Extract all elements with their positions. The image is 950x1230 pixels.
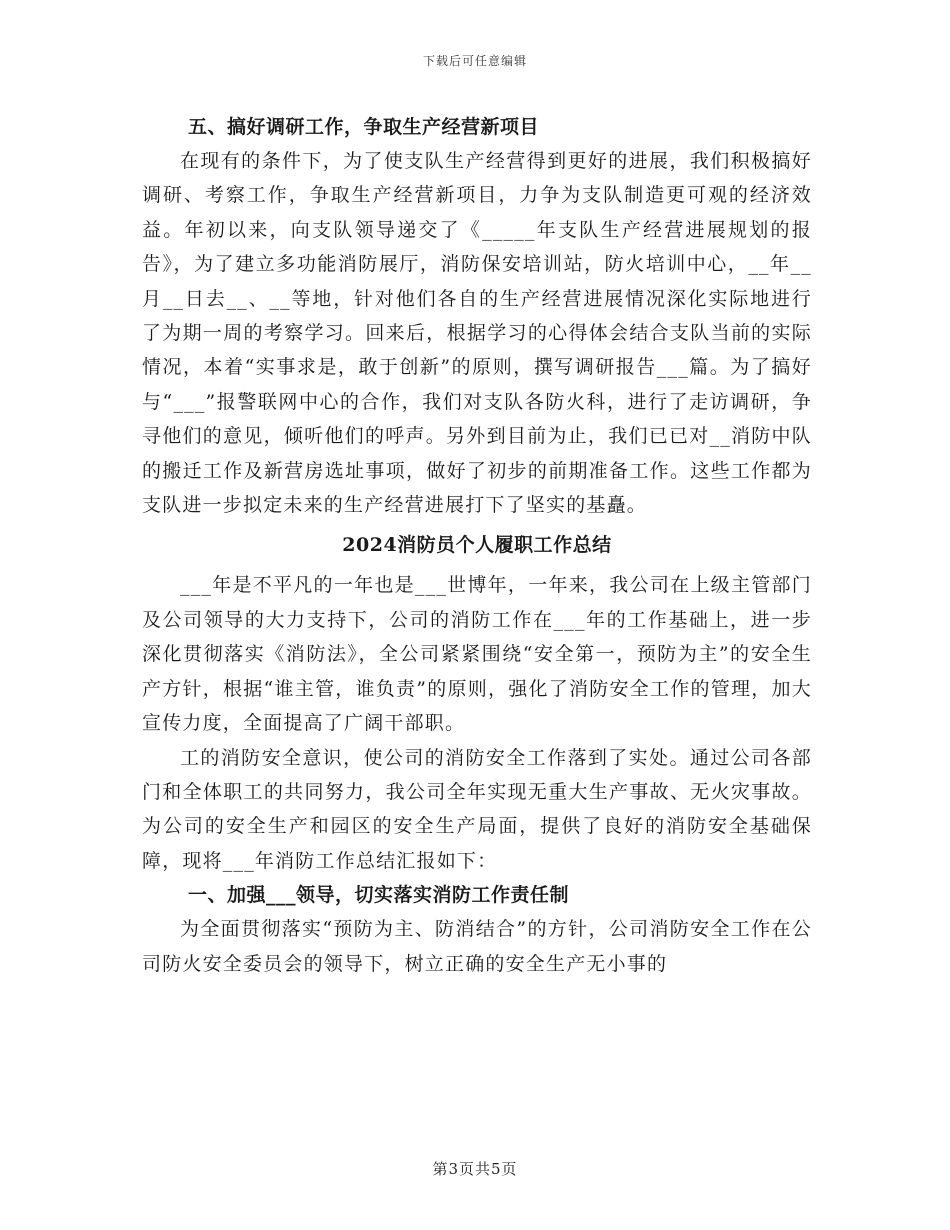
- page-number: 第3页共5页: [432, 1160, 518, 1178]
- summary-paragraph-2: 工的消防安全意识，使公司的消防安全工作落到了实处。通过公司各部门和全体职工的共同努力，我公司全年实现无重大生产事故、无火灾事故。为公司的安全生产和园区的安全生产局面，提供了良好的消防安全基础保障，现将___年消防工作总结汇报如下：: [142, 746, 812, 872]
- section-1-paragraph: 为全面贯彻落实“预防为主、防消结合”的方针，公司消防安全工作在公司防火安全委员会的领导下，树立正确的安全生产无小事的: [142, 918, 812, 975]
- header-note: 下载后可任意编辑: [422, 54, 527, 68]
- section-heading-1: 一、加强___领导，切实落实消防工作责任制: [188, 884, 570, 907]
- section-heading-5: 五、搞好调研工作，争取生产经营新项目: [188, 116, 540, 138]
- document-body: [142, 110, 812, 981]
- summary-paragraph-1: ___年是不平凡的一年也是___世博年，一年来，我公司在上级主管部门及公司领导的大力支持下，公司的消防工作在___年的工作基础上，进一步深化贯彻落实《消防法》，全公司紧紧围绕“安全第一，预防为主”的安全生产方针，根据“谁主管，谁负责”的原则，强化了消防安全工作的管理，加大宣传力度，全面提高了广阔干部职。: [142, 574, 812, 735]
- document-title: 2024消防员个人履职工作总结: [342, 534, 612, 557]
- section-5-paragraph: 在现有的条件下，为了使支队生产经营得到更好的进展，我们积极搞好调研、考察工作，争取生产经营新项目，力争为支队制造更可观的经济效益。年初以来，向支队领导递交了《_____年支队生产经营进展规划的报告》，为了建立多功能消防展厅，消防保安培训站，防火培训中心，__年__月__日去__、__等地，针对他们各自的生产经营进展情况深化实际地进行了为期一周的考察学习。回来后，根据学习的心得体会结合支队当前的实际情况，本着“实事求是，敢于创新”的原则，撰写调研报告___篇。为了搞好与“___”报警联网中心的合作，我们对支队各防火科，进行了走访调研，争寻他们的意见，倾听他们的呼声。另外到目前为止，我们已已对__消防中队的搬迁工作及新营房选址事项，做好了初步的前期准备工作。这些工作都为支队进一步拟定未来的生产经营进展打下了坚实的基矗。: [142, 150, 812, 517]
